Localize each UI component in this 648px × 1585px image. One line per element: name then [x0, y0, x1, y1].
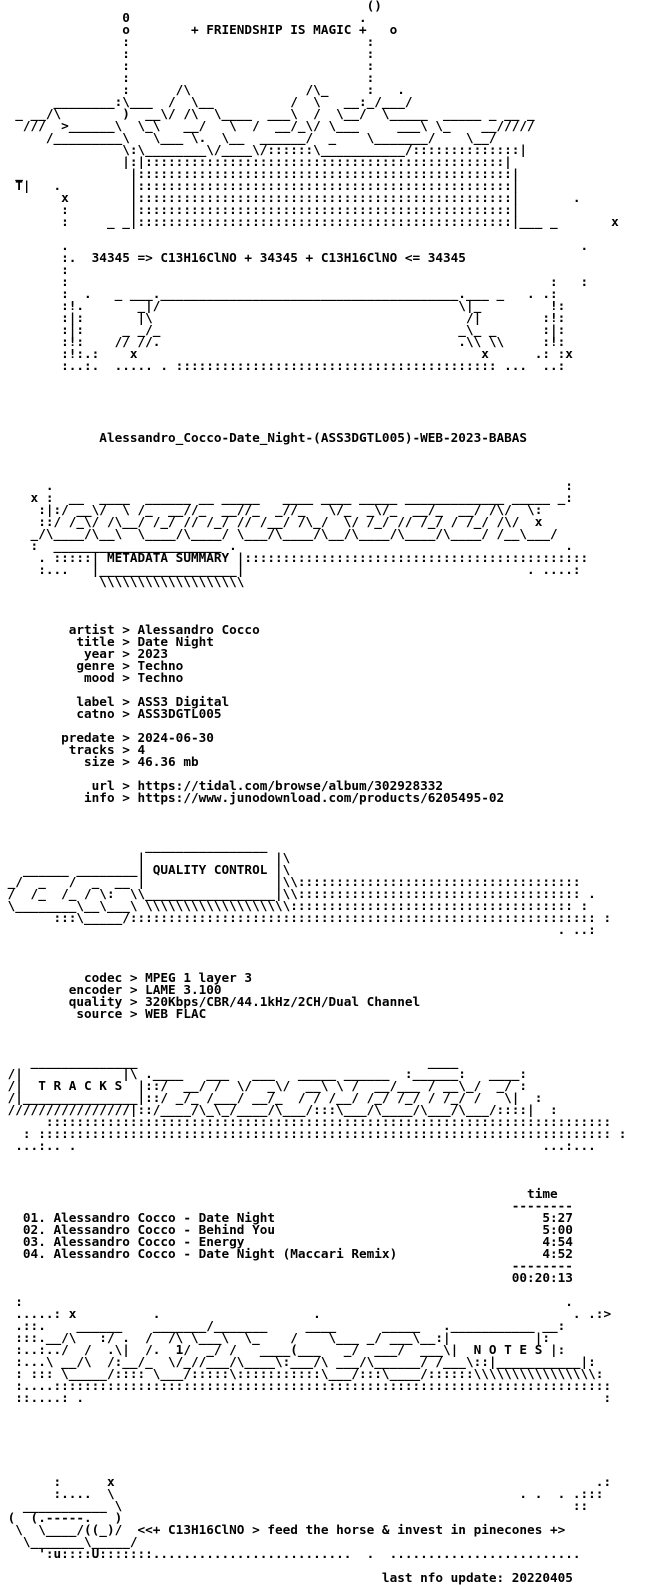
- nfo-line: :. 34345 => C13H16ClNO + 34345 + C13H16ClNO <= 34345: [0, 250, 466, 265]
- nfo-line: :.... \ . . . .:::: [0, 1486, 604, 1501]
- nfo-line: . :::::| METADATA SUMMARY |:::::::::::::::::::::::::::::::::::::::::::::: [0, 550, 589, 565]
- nfo-line: :|: _ _/_ _\_ _ :|:: [0, 322, 566, 337]
- nfo-line: ________________: [0, 838, 268, 853]
- nfo-line: :..:. ..... . :::::::::::::::::::::::::::::::::::::::::: ... ..:: [0, 358, 566, 373]
- nfo-line: last nfo update: 20220405: [0, 1570, 573, 1585]
- nfo-line: | |\: [0, 850, 291, 865]
- nfo-line: source > WEB FLAC: [0, 1006, 207, 1021]
- nfo-line: ...:.. . ...:...: [0, 1138, 596, 1153]
- nfo-line: --------: [0, 1258, 573, 1273]
- nfo-line: 02. Alessandro Cocco - Behind You 5:00: [0, 1222, 573, 1237]
- nfo-line: time: [0, 1186, 558, 1201]
- nfo-line: : ______________________ . .: [0, 538, 573, 553]
- nfo-line: : :: [0, 58, 375, 73]
- nfo-line: x : __ ____ ______ __ _____ ____ ____ _____ _____________ _____ _:: [0, 490, 573, 505]
- nfo-line: ::....: . :: [0, 1390, 612, 1405]
- nfo-line: :!:.: x x .: :x: [0, 346, 573, 361]
- nfo-line: :...\ __/\ /:__/_ \/_//___/\____\:___/\ ___/\______/ /___\::|___________|:: [0, 1354, 596, 1369]
- nfo-line: 01. Alessandro Cocco - Date Night 5:27: [0, 1210, 573, 1225]
- nfo-line: :|: |\ /| :!:: [0, 310, 566, 325]
- nfo-line: /_________\ \___ \. \__ ______/ _ \_______/ \__/: [0, 130, 497, 145]
- nfo-line: ______ ________| QUALITY CONTROL |\: [0, 862, 291, 877]
- nfo-line: \ \____/((_)/ <<+ C13H16ClNO > feed the horse & invest in pinecones +>: [0, 1522, 566, 1537]
- nfo-line: : .: [0, 1294, 573, 1309]
- nfo-line: info > https://www.junodownload.com/products/6205495-02: [0, 790, 505, 805]
- nfo-line: ':u::::U:::::::.......................... . .........................: [0, 1546, 581, 1561]
- nfo-line: size > 46.36 mb: [0, 754, 199, 769]
- nfo-line: \_______\_____/: [0, 1534, 138, 1549]
- nfo-line: : :: [0, 46, 375, 61]
- nfo-line: label > ASS3 Digital: [0, 694, 230, 709]
- nfo-line: .....: x . . . .:>: [0, 1306, 612, 1321]
- nfo-line: :....:::::::::::::::::::::::::::::::::::::::::::::::::::::::::::::::::::::::::: [0, 1378, 612, 1393]
- nfo-line: ////////////////|::/____/\_\_/____/\___/:::\___/\____/\___/\___/::::| :: [0, 1102, 558, 1117]
- nfo-line: : /\ /\_ : .: [0, 82, 405, 97]
- nfo-line: genre > Techno: [0, 658, 184, 673]
- nfo-line: :::.__/\ :/ . / /\ \___\ \_ / \___ _/ ___\__:| |:: [0, 1330, 550, 1345]
- nfo-line: encoder > LAME 3.100: [0, 982, 222, 997]
- nfo-line: :: [0, 262, 69, 277]
- nfo-line: quality > 320Kbps/CBR/44.1kHz/2CH/Dual Channel: [0, 994, 421, 1009]
- nfo-line: /// >______\ \_\ __/ \ / __/_\/ \___ ___\ \_ __/////: [0, 118, 535, 133]
- nfo-line: : x .:: [0, 1474, 612, 1489]
- nfo-line: :... |__________________| . ....:: [0, 562, 581, 577]
- nfo-line: : . _ ___._______________________________________.___ _ . .:: [0, 286, 558, 301]
- nfo-line: url > https://tidal.com/browse/album/302928332: [0, 778, 444, 793]
- nfo-line: : :: [0, 34, 375, 49]
- nfo-line: tracks > 4: [0, 742, 146, 757]
- nfo-line: ::/ /_\/ /\__/ /_/ // /_/ // /__/ /\_/ \/ /_/ // /_/ / /_/ /\/ x: [0, 514, 543, 529]
- nfo-line: . .: [0, 238, 589, 253]
- nfo-line: 00:20:13: [0, 1270, 573, 1285]
- nfo-line: .::. ______ _______/_______ ____ _____ .___________ __:: [0, 1318, 566, 1333]
- nfo-line: /|_______________|::/ _/_ /___/ __/_ / / /__/ /_/ /_/ / /_/ / \| :: [0, 1090, 543, 1105]
- nfo-line: / /_ /_ / \: \\_________________|\\::::::::::::::::::::::::::::::::::::: .: [0, 886, 596, 901]
- nfo-line: _/ _ / _ __ | |\\:::::::::::::::::::::::::::::::::::::: [0, 874, 581, 889]
- nfo-line: _ __/\ ) __\/ /\ \____ ___\ / \__/ \_____ _____ _ __ _: [0, 106, 535, 121]
- nfo-line: : _ _|:::::::::::::::::::::::::::::::::::::::::::::::::|___ _ x: [0, 214, 619, 229]
- nfo-line: predate > 2024-06-30: [0, 730, 214, 745]
- nfo-line: . ..:: [0, 922, 596, 937]
- nfo-line: : :: [0, 70, 375, 85]
- nfo-line: T| . |:::::::::::::::::::::::::::::::::::::::::::::::::|: [0, 178, 520, 193]
- nfo-line: title > Date Night: [0, 634, 214, 649]
- nfo-line: artist > Alessandro Cocco: [0, 622, 260, 637]
- nfo-line: ::::::::::::::::::::::::::::::::::::::::::::::::::::::::::::::::::::::::::: [0, 1114, 612, 1129]
- nfo-line: : ::: \_____/:::: \___/:::::\:::::::::::\___/:::\____/::::::\\\\\\\\\\\\\\\\:: [0, 1366, 604, 1381]
- nfo-line: 04. Alessandro Cocco - Date Night (Maccari Remix) 4:52: [0, 1246, 573, 1261]
- nfo-line: /| T R A C K S |::/ __/ / \/ _\/ __\ \ / __/___ / __\_/ _/ :: [0, 1078, 528, 1093]
- nfo-line: : : :: [0, 274, 589, 289]
- nfo-line: ______________ ____: [0, 1054, 459, 1069]
- nfo-line: year > 2023: [0, 646, 169, 661]
- nfo-line: x |:::::::::::::::::::::::::::::::::::::::::::::::::| .: [0, 190, 581, 205]
- nfo-line: ___________ \ ::: [0, 1498, 589, 1513]
- nfo-line: . :: [0, 478, 573, 493]
- nfo-line: (): [0, 0, 382, 13]
- nfo-line: /| |\ .____ ___ ___ _____ ______ :______: ____:: [0, 1066, 528, 1081]
- nfo-line: |:|:::::::::::::::::::::::::::::::::::::::::::::::|: [0, 154, 512, 169]
- nfo-line: :..:../ / .\| /. 1/ _/ / ____(___ _/ ___/ ___\| N O T E S |:: [0, 1342, 566, 1357]
- nfo-line: ________:\___ / \__ / \ __:_/___/: [0, 94, 413, 109]
- nfo-line: : |:::::::::::::::::::::::::::::::::::::::::::::::::|: [0, 202, 520, 217]
- nfo-line: \:\________\/____\/::::::\___________/::::::::::::::|: [0, 142, 528, 157]
- nfo-line: \\\\\\\\\\\\\\\\\\\: [0, 574, 245, 589]
- nfo-line: _/\____/\__\ \____/\____/ \___/\____/\__/\____/\____/\____/ /__\___/: [0, 526, 558, 541]
- nfo-line: :!. _|/ \|_ !:: [0, 298, 566, 313]
- nfo-line: :|:/ __\/ \ /_ __//_ __//_ _//_ \/_ _\/_ __/_ __/ /\/ \:: [0, 502, 543, 517]
- nfo-line: : ::::::::::::::::::::::::::::::::::::::::::::::::::::::::::::::::::::::::::: :: [0, 1126, 627, 1141]
- nfo-line: :::\_____/::::::::::::::::::::::::::::::::::::::::::::::::::::::::::::: :: [0, 910, 612, 925]
- nfo-line: catno > ASS3DGTL005: [0, 706, 222, 721]
- nfo-line: Alessandro_Cocco-Date_Night-(ASS3DGTL005)-WEB-2023-BABAS: [0, 430, 528, 445]
- nfo-line: codec > MPEG 1 layer 3: [0, 970, 253, 985]
- nfo-line: o + FRIENDSHIP IS MAGIC + o: [0, 22, 398, 37]
- nfo-line: ( (.-----. ): [0, 1510, 123, 1525]
- nfo-line: --------: [0, 1198, 573, 1213]
- nfo-line: \________\__\___\ \\\\\\\\\\\\\\\\\\\::::::::::::::::::::::::::::::::::::: :: [0, 898, 589, 913]
- nfo-line: 0 .: [0, 10, 367, 25]
- nfo-line: 03. Alessandro Cocco - Energy 4:54: [0, 1234, 573, 1249]
- nfo-line: _ |:::::::::::::::::::::::::::::::::::::::::::::::::|: [0, 166, 520, 181]
- nfo-line: :!: // //. .\\ \\ :!:: [0, 334, 566, 349]
- nfo-line: mood > Techno: [0, 670, 184, 685]
